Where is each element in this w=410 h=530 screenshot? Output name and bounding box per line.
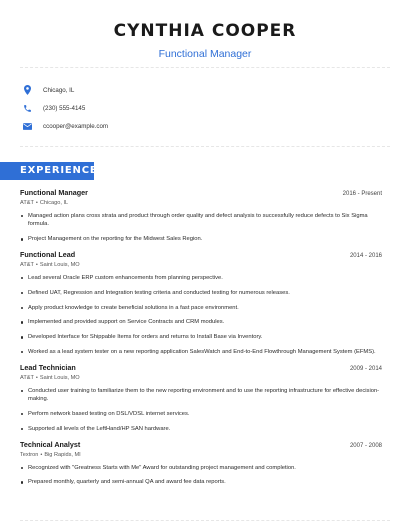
contact-phone [20,99,390,117]
separator-dot: • [35,374,38,381]
job-entry [20,363,382,433]
candidate-subtitle: Functional Manager [158,48,252,60]
job-meta [20,200,382,209]
job-header [20,363,382,374]
job-location: Big Rapids, MI [44,451,81,458]
contact-email [20,117,390,135]
job-entry [20,250,382,356]
separator-dot: • [35,200,38,206]
job-title: Functional Manager [20,188,88,197]
job-title: Technical Analyst [20,439,81,449]
bullet-item: Worked as a lead system tester on a new reporting application SalesWatch and End-to-End Flowthrough Management System (EFMS). [20,348,382,356]
bullet-item: Conducted user training to familiarize them to the new reporting environment and to use the reporting infrastructure for effective decision-making. [20,387,382,404]
bullet-item: Managed action plans cross strata and product through order quality and defect analysis to successfully reduce defects to Six Sigma formula. [20,212,382,229]
divider [20,67,390,68]
job-location: Saint Louis, MO [39,374,80,381]
job-dates: 2014 - 2016 [349,253,382,259]
bullet-item: Lead several Oracle ERP custom enhancements from planning perspective. [20,274,382,282]
job-dates: 2016 - Present [342,191,382,197]
job-bullets [20,464,382,487]
bullet-item: Recognized with "Greatness Starts with Me" Award for outstanding project management and completion. [20,464,382,472]
email-text: ccooper@example.com [43,122,109,130]
job-dates: 2009 - 2014 [349,365,382,372]
divider [20,520,390,521]
job-bullets [20,274,382,356]
job-bullets [20,387,382,433]
bullet-item: Defined UAT, Regression and Integration testing criteria and conducted testing for numerous releases. [20,289,382,297]
job-title: Functional Lead [20,250,76,259]
phone-icon [20,101,34,115]
job-entry [20,440,382,487]
job-company: AT&T [20,262,34,268]
separator-dot: • [40,451,43,458]
experience-section-title: EXPERIENCE [20,165,98,176]
experience-list [20,188,382,493]
bullet-item: Project Management on the reporting for the Midwest Sales Region. [20,235,382,243]
map-pin-icon [20,83,34,97]
job-location: Saint Louis, MO [39,262,80,268]
job-header [20,188,382,199]
phone-text: (230) 555-4145 [43,104,86,112]
job-entry [20,188,382,244]
bullet-item: Apply product knowledge to create beneficial solutions in a fast pace environment. [20,304,382,312]
contact-block [20,81,390,135]
bullet-item: Prepared monthly, quarterly and semi-annual QA and award fee data reports. [20,478,382,486]
contact-location [20,81,390,99]
job-dates: 2007 - 2008 [349,442,382,449]
candidate-name: CYNTHIA COOPER [113,21,297,41]
job-company: AT&T [20,200,34,206]
bullet-item: Perform network based testing on DSL/VDSL internet services. [20,410,382,418]
bullet-item: Developed Interface for Shippable Items for orders and returns to Install Base via Inventory. [20,333,382,341]
job-title: Lead Technician [20,362,76,372]
job-meta [20,375,382,384]
job-header [20,440,382,451]
resume-header [0,0,410,61]
divider [20,146,390,147]
job-header [20,250,382,261]
bullet-item: Supported all levels of the LeftHand/HP SAN hardware. [20,425,382,433]
envelope-icon [20,119,34,133]
job-location: Chicago, IL [39,200,69,206]
job-company: Textron [20,451,39,458]
location-text: Chicago, IL [43,86,75,94]
separator-dot: • [35,262,38,268]
job-company: AT&T [20,374,34,381]
bullet-item: Implemented and provided support on Service Contracts and CRM modules. [20,318,382,326]
job-meta [20,452,382,461]
job-bullets [20,212,382,244]
job-meta [20,262,382,271]
